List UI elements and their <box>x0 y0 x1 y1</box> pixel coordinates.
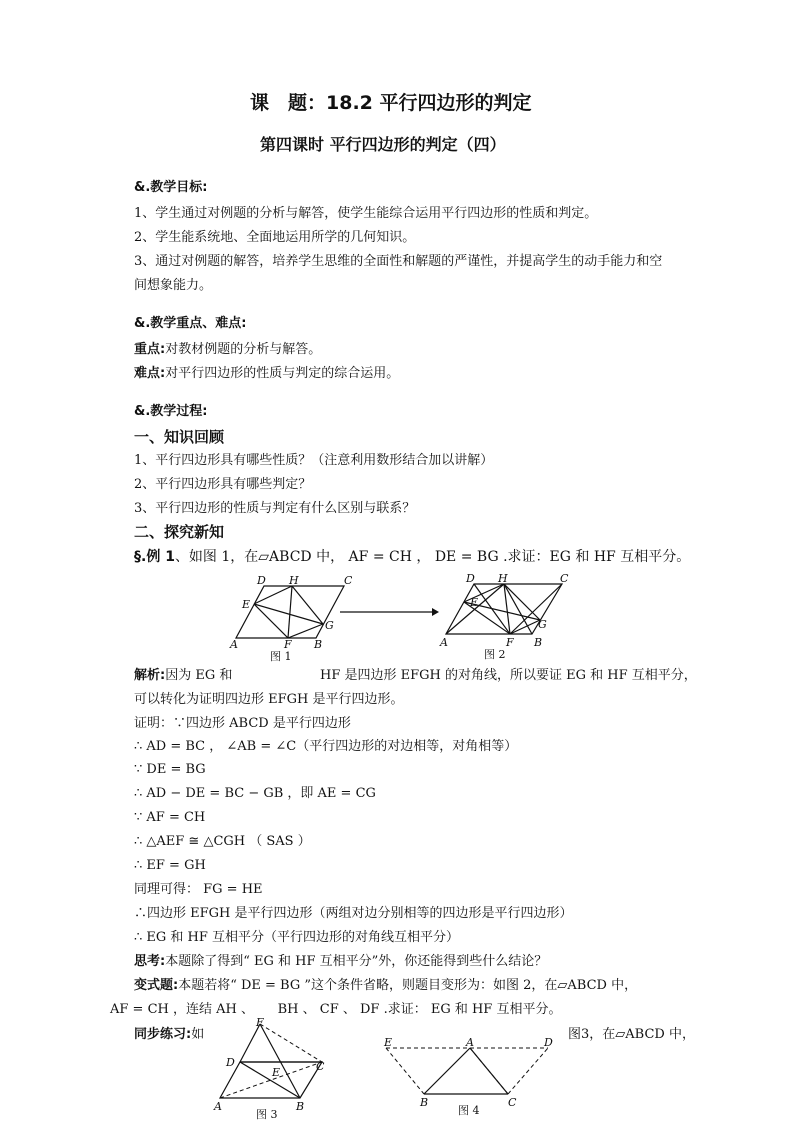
goal-item: 间想象能力。 <box>134 278 213 293</box>
variant-line-2: AF = CH ，连结 AH 、 BH 、 CF 、 DF .求证： EG 和 HF 互相平分。 <box>110 1002 562 1017</box>
point-label-b: B <box>534 636 543 649</box>
example-1 <box>134 546 690 566</box>
analysis-text-a: 因为 EG 和 <box>165 668 233 683</box>
point-label-c: C <box>560 572 569 585</box>
goals-heading: &.教学目标: <box>134 180 208 195</box>
point-label-e: E <box>384 1036 393 1049</box>
analysis-line-1 <box>134 666 232 686</box>
figure-4 <box>378 1034 558 1120</box>
proof-line: ∵ DE = BG <box>134 762 206 777</box>
proof-line: ∴四边形 EFGH 是平行四边形（两组对边分别相等的四边形是平行四边形） <box>134 906 573 921</box>
goal-item: 1、学生通过对例题的分析与解答，使学生能综合运用平行四边形的性质和判定。 <box>134 206 598 221</box>
practice-text-a: 如 <box>191 1027 205 1042</box>
analysis-line-2: 可以转化为证明四边形 EFGH 是平行四边形。 <box>134 692 404 707</box>
proof-line: ∴ EG 和 HF 互相平分（平行四边形的对角线互相平分） <box>134 930 460 945</box>
figure-1 <box>226 574 352 664</box>
proof-line: ∴ AD = BC ， ∠AB = ∠C（平行四边形的对边相等，对角相等） <box>134 739 518 754</box>
variant-text: 本题若将“ DE = BG ”这个条件省略，则题目变形为：如图 2，在▱ABCD 中， <box>178 978 638 993</box>
example-label: §.例 1 <box>134 549 175 565</box>
difficulty-line <box>134 364 399 384</box>
proof-line: 证明：∵四边形 ABCD 是平行四边形 <box>134 716 351 731</box>
goal-item: 2、学生能系统地、全面地运用所学的几何知识。 <box>134 230 416 245</box>
point-label-d: D <box>257 574 266 587</box>
figure-1-caption: 图 1 <box>270 650 292 663</box>
review-item: 3、平行四边形的性质与判定有什么区别与联系？ <box>134 501 416 516</box>
point-label-g: G <box>325 619 334 632</box>
key-text: 对教材例题的分析与解答。 <box>165 342 322 357</box>
point-label-b: B <box>314 638 323 651</box>
review-item: 2、平行四边形具有哪些判定？ <box>134 477 312 492</box>
point-label-h: H <box>289 574 299 587</box>
figure-2-caption: 图 2 <box>484 648 506 661</box>
example-text: 、如图 1，在▱ABCD 中， AF = CH ， DE = BG .求证：EG 和 HF 互相平分。 <box>174 549 691 565</box>
think-line <box>134 952 547 972</box>
difficulty-text: 对平行四边形的性质与判定的综合运用。 <box>165 366 400 381</box>
lesson-subtitle: 第四课时 平行四边形的判定（四） <box>260 135 506 154</box>
point-label-a: A <box>230 638 238 651</box>
point-label-d: D <box>544 1036 553 1049</box>
difficulty-label: 难点: <box>134 366 166 381</box>
point-label-e: E <box>272 1066 281 1079</box>
point-label-g: G <box>538 618 547 631</box>
point-label-f: F <box>506 636 514 649</box>
key-label: 重点: <box>134 342 166 357</box>
point-label-h: H <box>498 572 508 585</box>
point-label-d: D <box>226 1056 235 1069</box>
point-label-b: B <box>420 1096 429 1109</box>
point-label-d: D <box>466 572 475 585</box>
analysis-text-b: HF 是四边形 EFGH 的对角线，所以要证 EG 和 HF 互相平分， <box>320 668 697 683</box>
process-heading: &.教学过程: <box>134 404 208 419</box>
think-label: 思考: <box>134 954 166 969</box>
point-label-e: E <box>470 596 479 609</box>
figure-2 <box>434 570 574 662</box>
practice-label: 同步练习: <box>134 1027 192 1042</box>
think-text: 本题除了得到“ EG 和 HF 互相平分”外，你还能得到些什么结论？ <box>165 954 548 969</box>
point-label-a: A <box>440 636 448 649</box>
point-label-f: F <box>284 638 292 651</box>
point-label-f: F <box>256 1018 264 1029</box>
part-heading: 二、探究新知 <box>134 523 225 541</box>
practice-line <box>134 1025 204 1045</box>
figure-3-caption: 图 3 <box>256 1108 278 1121</box>
keypoints-heading: &.教学重点、难点: <box>134 316 247 331</box>
goal-item: 3、通过对例题的解答，培养学生思维的全面性和解题的严谨性，并提高学生的动手能力和空 <box>134 254 663 269</box>
variant-label: 变式题: <box>134 978 179 993</box>
proof-line: ∴ AD − DE = BC − GB ，即 AE = CG <box>134 786 376 801</box>
proof-line: ∴ △AEF ≅ △CGH （ SAS ） <box>134 834 311 849</box>
proof-line: ∵ AF = CH <box>134 810 206 825</box>
proof-line: ∴ EF = GH <box>134 858 206 873</box>
point-label-a: A <box>214 1100 222 1113</box>
point-label-c: C <box>344 574 352 587</box>
point-label-b: B <box>296 1100 305 1113</box>
point-label-e: E <box>242 598 251 611</box>
figure-4-caption: 图 4 <box>458 1104 480 1117</box>
page-title: 课 题：18.2 平行四边形的判定 <box>250 92 532 114</box>
review-item: 1、平行四边形具有哪些性质？（注意利用数形结合加以讲解） <box>134 453 494 468</box>
key-point-line <box>134 340 321 360</box>
transform-arrow <box>338 604 440 620</box>
figure-3 <box>210 1018 336 1122</box>
analysis-label: 解析: <box>134 668 166 683</box>
point-label-a: A <box>466 1036 474 1049</box>
variant-line-1 <box>134 976 637 996</box>
point-label-c: C <box>508 1096 517 1109</box>
proof-line: 同理可得： FG = HE <box>134 882 263 897</box>
part-heading: 一、知识回顾 <box>134 428 225 446</box>
point-label-c: C <box>316 1060 325 1073</box>
practice-text-b: 图3，在▱ABCD 中， <box>568 1027 695 1042</box>
